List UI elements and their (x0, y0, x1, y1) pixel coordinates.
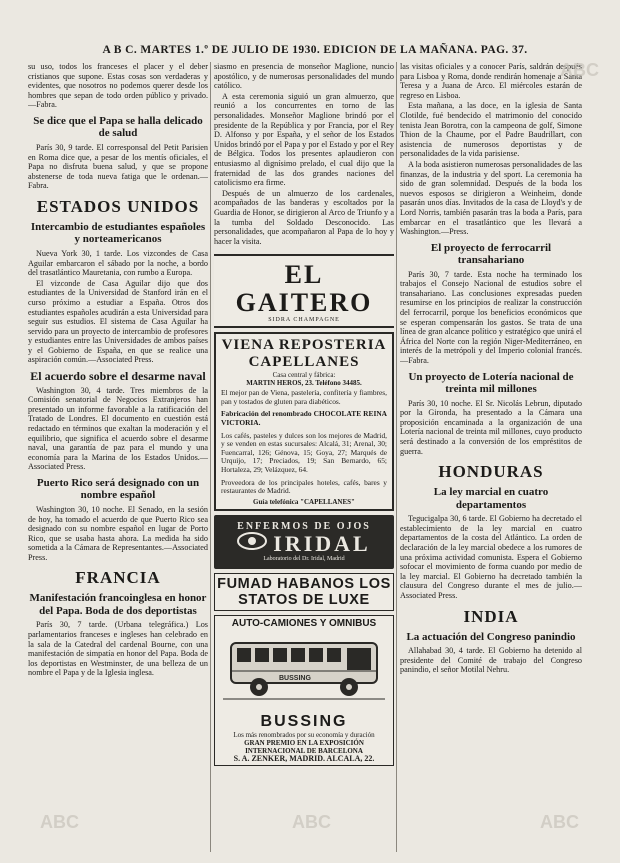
ad-viena-title: VIENA REPOSTERIA CAPELLANES (221, 337, 387, 371)
ad-iridal-name: IRIDAL (273, 530, 371, 556)
section-india: INDIA (463, 606, 519, 626)
ad-bussing (214, 615, 394, 766)
column-2 (214, 62, 394, 852)
eye-icon (237, 532, 267, 555)
ad-gaitero-name: EL GAITERO (235, 260, 373, 318)
article-ferrocarril: París 30, 7 tarde. Esta noche ha terminado los trabajos el Consejo Nacional de estudios sobre el transahariano. Las conclusiones expresadas pueden resumirse en los principios de realizar la construcción del ferrocarril, porque los beneficios económicos que se esperan compensarán los gastos. Se trata de una línea de gran alcance político y estratégico que unirá el África del Norte con la región Niger-Mediterráneo, en interés de la metrópoli y del Imperio colonial francés.—Fabra. (400, 269, 582, 366)
ad-viena-address: MARTIN HEROS, 23. Teléfono 34485. (246, 379, 362, 388)
article-paragraph: A esta ceremonia siguió un gran almuerzo, que reunió a los concurrentes en torno de las personalidades. Monseñor Maglione brindó por el presidente de la República y por Francia, por el Rey D. Alfonso y por España, y el señor de los Estados Unidos brindó por el Papa y por el Estado y por el Rey de Bélgica. Todos los presentes aplaudieron con entusiasmo al dignísimo prelado, el cual dijo que la fraternidad de las dos grandes naciones del catolicismo era firme. (214, 91, 394, 188)
watermark: ABC (40, 812, 79, 832)
article-papa: París 30, 9 tarde. El corresponsal del Petit Parisien en Roma dice que, a pesar de los mentís oficiales, el Papa no disfruta buena salud, y que se propone abstenerse de toda nueva fatiga que le ordenan.—Fabra. (28, 142, 208, 191)
ad-viena-text3: Los cafés, pasteles y dulces son los mejores de Madrid, y se venden en estas sucursales: Alcalá, 31; Arenal, 30; Fuencarral, 126; Génova, 15; Goya, 27; Marqués de Urquijo, 17; Preciados, 19; San Bernardo, 65; Hortaleza, 29; Velázquez, 64. (221, 430, 387, 475)
ad-el-gaitero (214, 254, 394, 328)
watermark: ABC (540, 812, 579, 832)
article-continuation: siasmo en presencia de monseñor Maglione, nuncio apostólico, y de numerosas personalidades del mundo católico. (214, 62, 394, 91)
ad-viena-text2: Fabricación del renombrado CHOCOLATE REINA VICTORIA. (221, 409, 387, 428)
ad-viena-text1: El mejor pan de Viena, pastelería, confitería y fiambres, pan y tostados de gluten para diabéticos. (221, 388, 387, 406)
ad-viena-text4: Proveedora de los principales hoteles, cafés, bares y restaurantes de Madrid. (221, 477, 387, 496)
article-congreso: Allahabad 30, 4 tarde. El Gobierno ha detenido al presidente del Comité de trabajo del Congreso panindio, el señor Motilal Nehru. (400, 646, 582, 675)
headline-papa: Se dice que el Papa se halla delicado de salud (33, 114, 203, 140)
bus-side-label: BUSSING (279, 674, 311, 682)
headline-intercambio: Intercambio de estudiantes españoles y norteamericanos (30, 220, 206, 246)
ad-bussing-brand: BUSSING (260, 712, 348, 730)
ad-iridal-top: ENFERMOS DE OJOS (237, 520, 371, 532)
page-folio: A B C. MARTES 1.º DE JULIO DE 1930. EDICION DE LA MAÑANA. PAG. 37. (102, 44, 528, 56)
headline-puerto-rico: Puerto Rico será designado con un nombre español (36, 476, 200, 502)
watermark: ABC (292, 812, 331, 832)
section-estados-unidos: ESTADOS UNIDOS (36, 196, 200, 216)
bus-illustration (218, 633, 390, 710)
ad-fumad-habanos (214, 573, 394, 611)
column-1 (28, 62, 208, 852)
article-continuation: su uso, todos los franceses el placer y el deber cristianos que supone. Estas cosas son verdaderas y evidentes, que nosotros no podemos querer desde los hombres que sepan de todo orden público y privado. —Fabra. (28, 62, 208, 110)
article-puerto-rico: Washington 30, 10 noche. El Senado, en la sesión de hoy, ha tomado el acuerdo de que Puerto Rico sea designado con su nombre español en lugar de Porto Rico, que se usaba hasta ahora. La medida ha sido sometida a la Cámara de Representantes.—Associated Press. (28, 504, 208, 562)
ad-gaitero-tag: SIDRA CHAMPAGNE (268, 317, 340, 324)
headline-desarme: El acuerdo sobre el desarme naval (30, 369, 206, 384)
watermark: ABC (560, 60, 599, 80)
headline-congreso: La actuación del Congreso panindio (406, 630, 576, 643)
article-boda-2: A la boda asistieron numerosas personalidades de las finanzas, de la industria y del sport. La ceremonia ha sido de gran solemnidad. Después de la boda los nuevos esposos se dirigieron a Weinheim, donde pasarán unos días. Invitados de la casa de Lloyd's y de Lord Norris, también pasarán tras la boda a París, para embarcar en el trasatlántico que les llevará a Washington.—Press. (400, 159, 582, 237)
article-ley-marcial: Tegucigalpa 30, 6 tarde. El Gobierno ha decretado el establecimiento de la ley marcial en cuatro departamentos de la costa del Atlántico. La orden de declaración de la ley marcial obedece a los rumores de una próxima actividad comunista. Espera el Gobierno sofocar el movimiento de forma cuando por medio de la ley marcial. El Gobierno ha decretado también la clausura del Congreso durante el mes de julio.—Associated Press. (400, 514, 582, 600)
ad-viena-capellanes (214, 332, 394, 511)
ad-iridal-bottom: Laboratorio del Dr. Iridal, Madrid (263, 555, 345, 562)
ad-fumad-text: FUMAD HABANOS LOS STATOS DE LUXE (217, 575, 391, 608)
ad-viena-text5: Guía telefónica "CAPELLANES" (253, 497, 355, 506)
headline-loteria: Un proyecto de Lotería nacional de treinta mil millones (408, 370, 574, 396)
headline-ley-marcial: La ley marcial en cuatro departamentos (433, 486, 549, 511)
ad-iridal (214, 515, 394, 569)
ad-bussing-title: AUTO-CAMIONES Y OMNIBUS (231, 617, 377, 629)
ad-viena-sub: Casa central y fábrica: (272, 371, 336, 380)
headline-manifestacion: Manifestación francoinglesa en honor del Papa. Boda de dos deportistas (29, 592, 207, 617)
article-paragraph: Después de un almuerzo de los cardenales, acompañados de las banderas y escoltados por la Guardia de Honor, se dirigieron al Arco de Triunfo y a la tumba del Soldado Desconocido. Las personalidades, que acompañaron al Papa de lo hoy y hacer la visita. (214, 188, 394, 246)
column-3 (400, 62, 582, 852)
article-loteria: París 30, 10 noche. El Sr. Nicolás Lebrun, diputado por la Gironda, ha presentado a la Cámara una proposición encaminada a la organización de una Lotería nacional de treinta mil millones, cuyo producto será destinado a la conversión de los empréstitos de guerra. (400, 398, 582, 456)
article-manifestacion: París 30, 7 tarde. (Urbana telegráfica.) Los parlamentarios franceses e ingleses han celebrado en la sala de la Catedral del cardenal Bourne, con una manifestación de simpatía en honor del Papa. Boda de los deportistas en Westminster, de una belleza de un nombre el Papa y de la Iglesia inglesa. (28, 620, 208, 678)
ad-bussing-line2: GRAN PREMIO EN LA EXPOSICIÓN INTERNACIONAL DE BARCELONA (244, 738, 364, 755)
section-honduras: HONDURAS (438, 462, 544, 482)
article-desarme: Washington 30, 4 tarde. Tres miembros de la Comisión senatorial de Negocios Extranjeros han presentado un informe favorable a la ratificación del Tratado de Londres. El documento en cuestión está redactado en términos que exaltan la moderación y el equilibrio, que significa el acuerdo sobre el desarme naval, una garantía de paz para el mundo y una economía para la Marina de los Estados Unidos.—Associated Press. (28, 385, 208, 472)
column-rule (210, 62, 211, 852)
column-rule (396, 62, 397, 852)
ad-bussing-line3: S. A. ZENKER, MADRID. ALCALA, 22. (233, 753, 375, 763)
article-continuation: las visitas oficiales y a conocer París, saldrán después para Lisboa y Roma, donde rendirán homenaje a Santa Teresa y a Juana de Arco. El miércoles estarán de regreso en Lisboa. (400, 62, 582, 100)
article-boda: Esta mañana, a las doce, en la iglesia de Santa Clotilde, fué bendecido el matrimonio del conocido tenista Jean Borotra, con la campeona de golf, Simone Thion de la Chaume, por el Padre Baudrillart, con asistencia de numerosos deportistas y de personalidades de la vida parisiense. (400, 101, 582, 159)
article-intercambio-2: El vizconde de Casa Aguilar dijo que dos estudiantes de la Universidad de Stanford irán en el curso próximo a estudiar a España. Otros dos estudiantes españoles acudirán a esta Universidad para seguir sus estudios. El sistema de Casa Aguilar ha servido para un proyecto de intercambio de profesores y estudiantes entre las Universidades de ambos países y el Gobierno de España, en que se realice una aspiración común.—Associated Press. (28, 278, 208, 365)
section-francia: FRANCIA (75, 568, 161, 588)
headline-ferrocarril: El proyecto de ferrocarril transahariano (430, 241, 552, 267)
ad-bussing-line1: Los más renombrados por su economía y duración (233, 730, 375, 739)
article-intercambio-1: Nueva York 30, 1 tarde. Los vizcondes de Casa Aguilar embarcaron el sábado por la noche, a bordo del trasatlántico Mauretania, con rumbo a Europa. (28, 248, 208, 278)
